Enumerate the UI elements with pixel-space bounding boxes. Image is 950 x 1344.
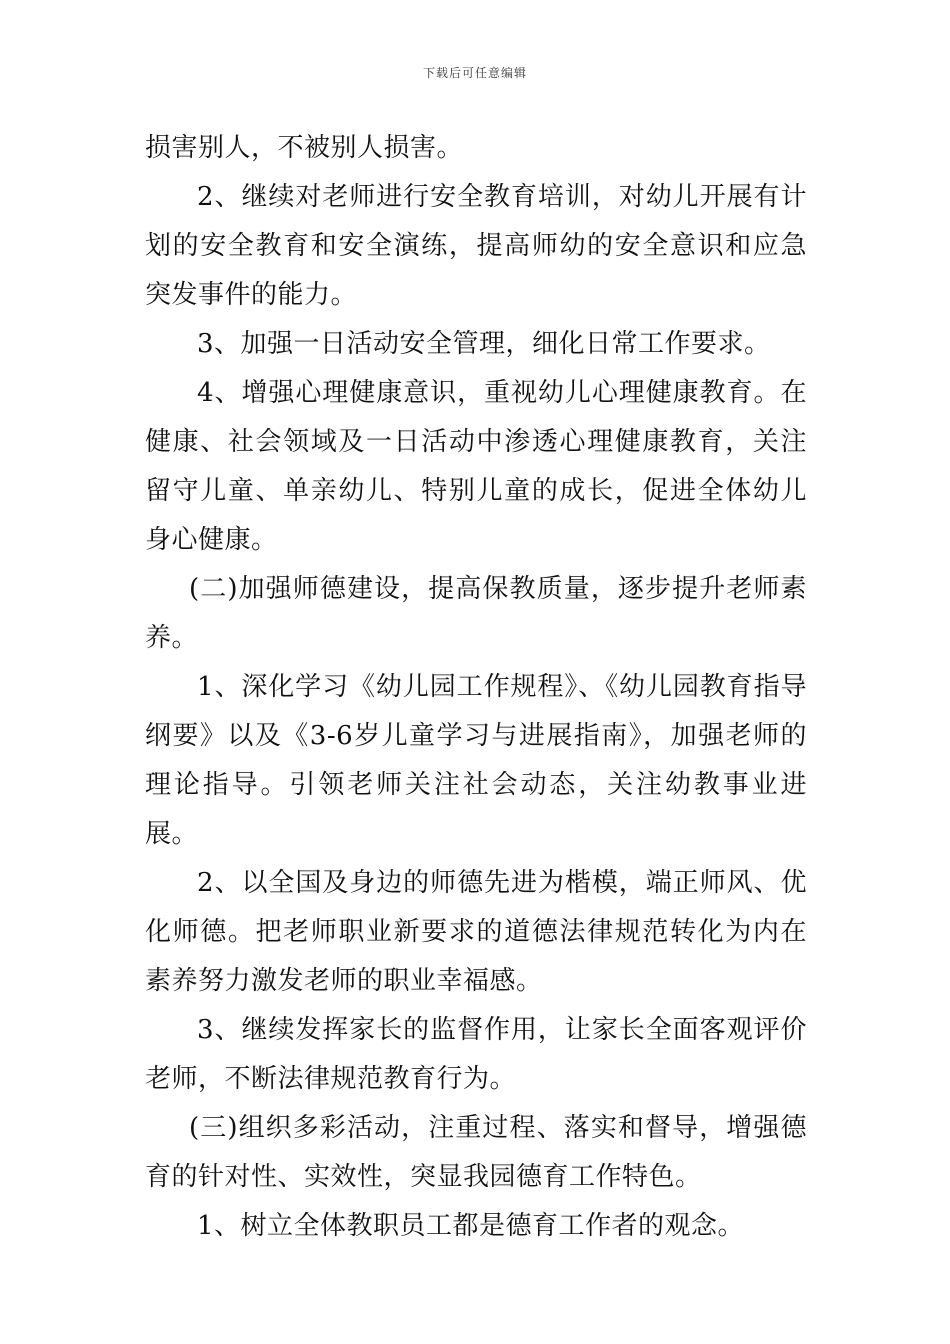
section-heading-3: (三)组织多彩活动，注重过程、落实和督导，增强德育的针对性、实效性，突显我园德育工作特色。: [145, 1113, 807, 1192]
paragraph-1: 损害别人，不被别人损害。: [145, 133, 464, 163]
document-body: [145, 124, 807, 1251]
paragraph-4: 4、增强心理健康意识，重视幼儿心理健康教育。在健康、社会领域及一日活动中渗透心理健康教育，关注留守儿童、单亲幼儿、特别儿童的成长，促进全体幼儿身心健康。: [145, 378, 807, 555]
paragraph-2: 2、继续对老师进行安全教育培训，对幼儿开展有计划的安全教育和安全演练，提高师幼的安全意识和应急突发事件的能力。: [145, 182, 807, 310]
paragraph-8: 1、树立全体教职员工都是德育工作者的观念。: [197, 1211, 745, 1241]
paragraph-5: 1、深化学习《幼儿园工作规程》、《幼儿园教育指导纲要》以及《3-6岁儿童学习与进展指南》，加强老师的理论指导。引领老师关注社会动态，关注幼教事业进展。: [145, 672, 807, 849]
page-header: 下载后可任意编辑: [422, 66, 527, 80]
paragraph-6: 2、以全国及身边的师德先进为楷模，端正师风、优化师德。把老师职业新要求的道德法律规范转化为内在素养努力激发老师的职业幸福感。: [145, 868, 807, 996]
paragraph-7: 3、继续发挥家长的监督作用，让家长全面客观评价老师，不断法律规范教育行为。: [145, 1015, 807, 1094]
paragraph-3: 3、加强一日活动安全管理，细化日常工作要求。: [197, 329, 771, 359]
section-heading-2: (二)加强师德建设，提高保教质量，逐步提升老师素养。: [145, 574, 807, 653]
